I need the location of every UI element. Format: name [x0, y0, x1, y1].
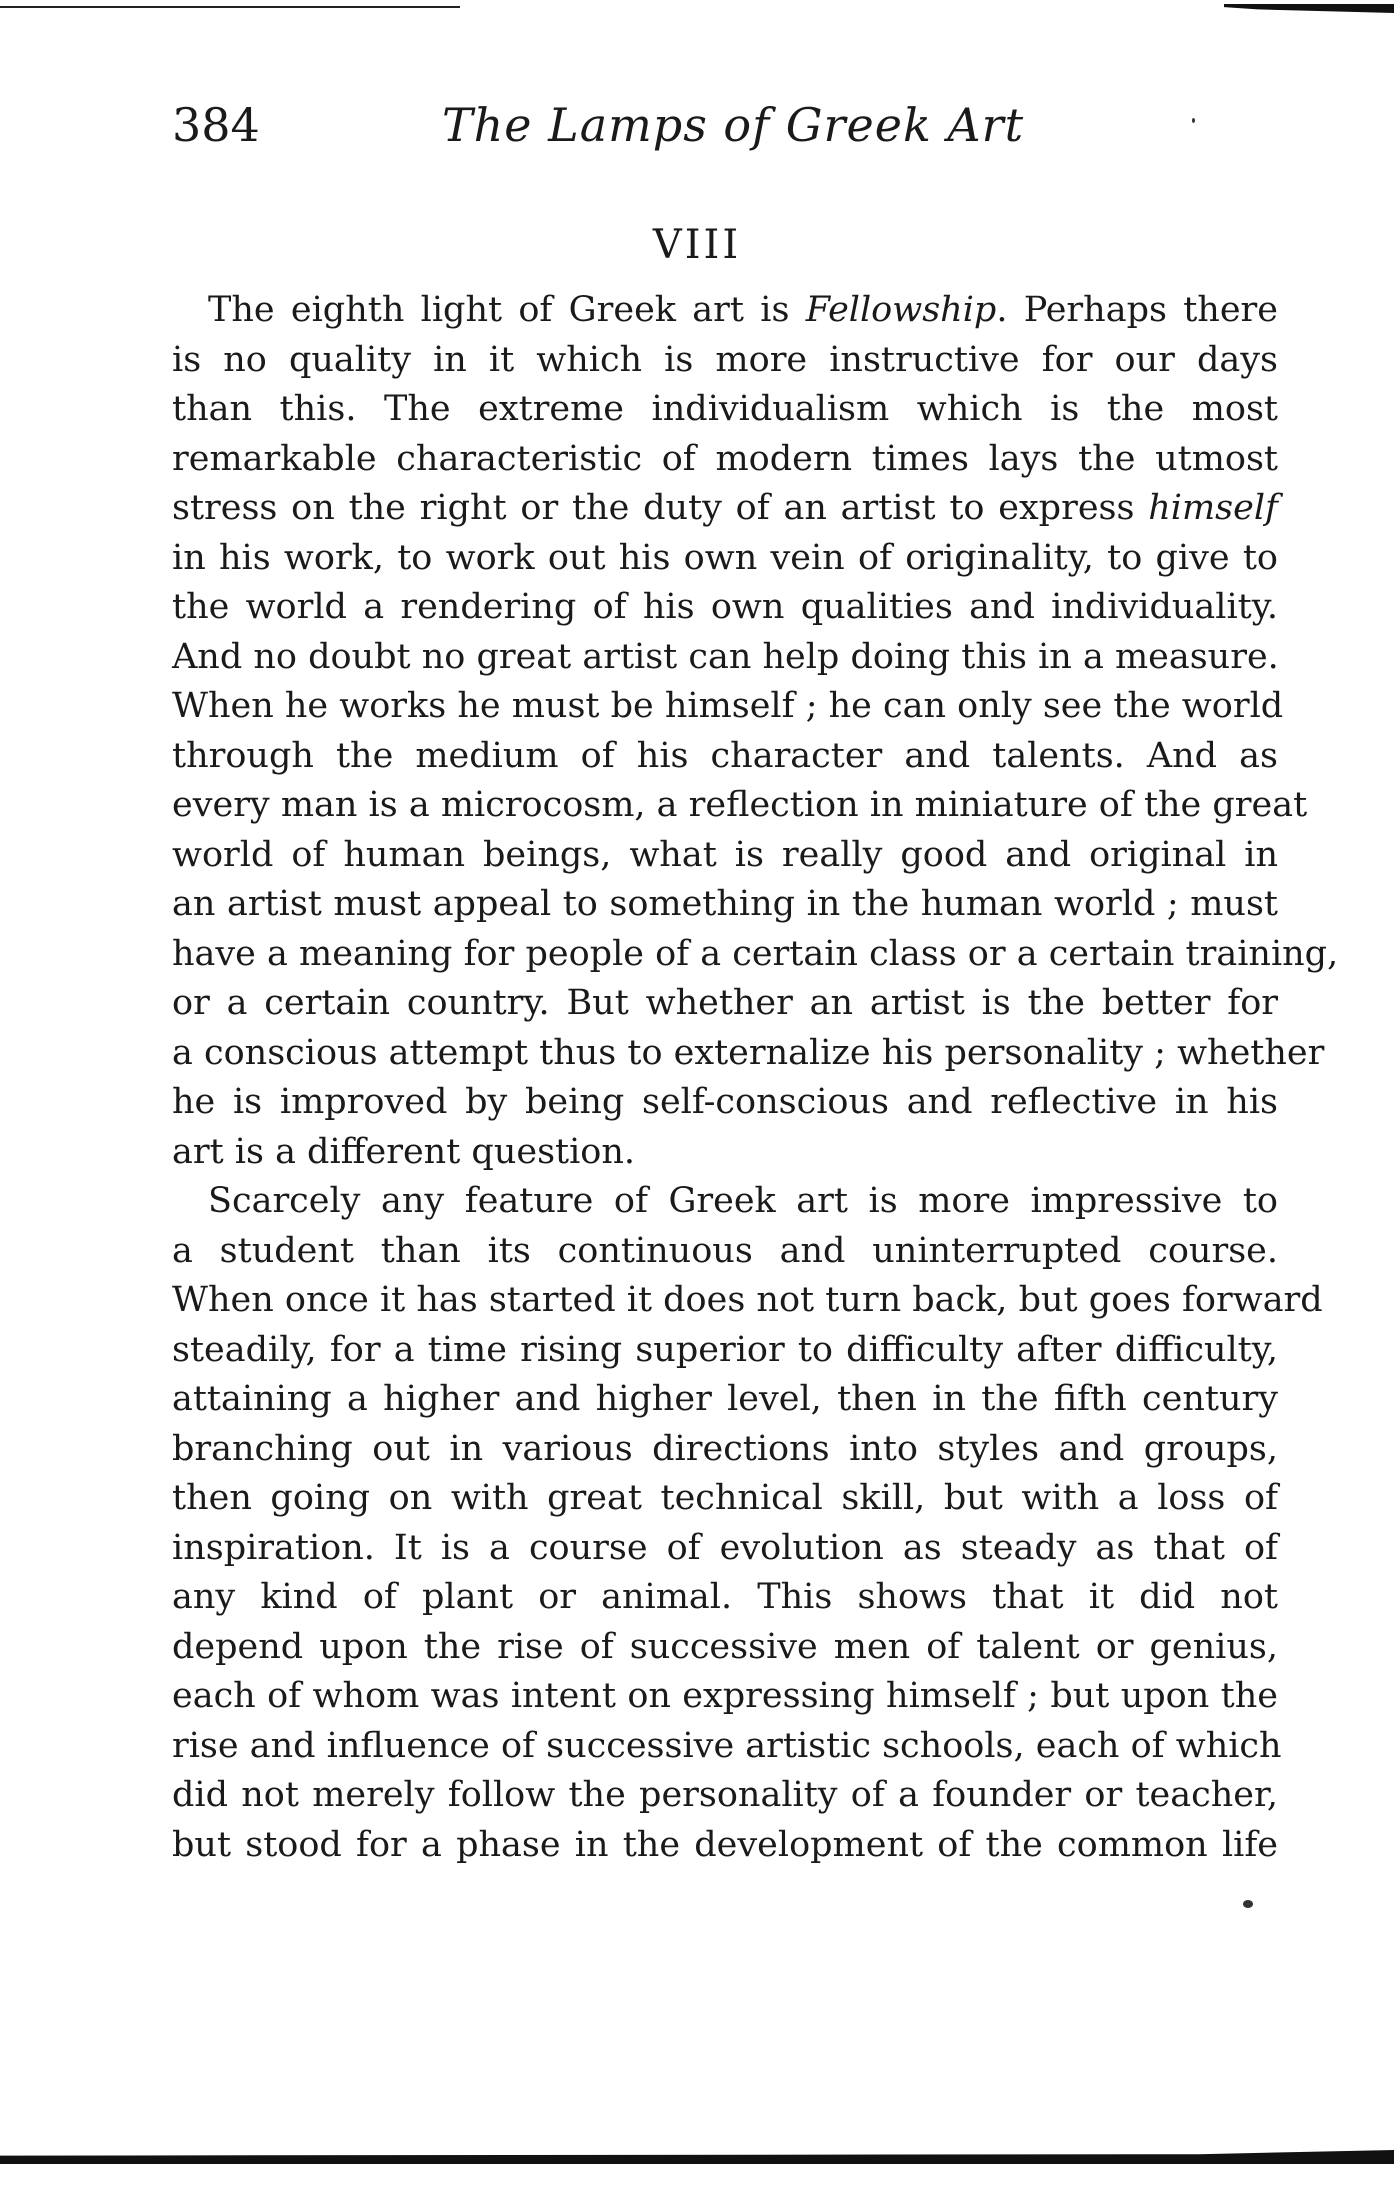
text-line: The eighth light of Greek art is Fellowship. Perhaps there [208, 290, 1278, 330]
text-line: each of whom was intent on expressing himself ; but upon the [172, 1676, 1278, 1716]
text-line: depend upon the rise of successive men of talent or genius, [172, 1626, 1278, 1667]
text-line: he is improved by being self-conscious and reflective in his [172, 1082, 1278, 1122]
text-line: is no quality in it which is more instructive for our days [172, 339, 1278, 380]
text-line: remarkable characteristic of modern times lays the utmost [172, 438, 1278, 479]
text-line: any kind of plant or animal. This shows that it did not [172, 1577, 1278, 1617]
text-line: rise and influence of successive artistic schools, each of which [172, 1725, 1282, 1766]
page-number: 384 [172, 98, 260, 152]
text-line: but stood for a phase in the development of the common life [172, 1824, 1278, 1865]
text-line: the world a rendering of his own qualities and individuality. [172, 587, 1278, 627]
paragraph-1 [172, 286, 1339, 1177]
bottom-rule [0, 2150, 1394, 2164]
text-line: steadily, for a time rising superior to difficulty after difficulty, [172, 1329, 1278, 1370]
text-line: a conscious attempt thus to externalize his personality ; whether [172, 1032, 1325, 1073]
top-right-rule [1224, 4, 1394, 13]
text-line: world of human beings, what is really good and original in [172, 834, 1278, 875]
text-line: in his work, to work out his own vein of originality, to give to [172, 537, 1278, 578]
text-line: art is a different question. [172, 1131, 636, 1172]
text-line: a student than its continuous and uninterrupted course. [172, 1230, 1278, 1271]
text-line: or a certain country. But whether an artist is the better for [172, 983, 1278, 1023]
text-line: then going on with great technical skill, but with a loss of [172, 1478, 1278, 1518]
text-line: an artist must appeal to something in the human world ; must [172, 884, 1278, 924]
top-left-rule [0, 6, 460, 8]
text-line: have a meaning for people of a certain class or a certain training, [172, 933, 1339, 974]
text-line: did not merely follow the personality of a founder or teacher, [172, 1775, 1278, 1815]
running-title: The Lamps of Greek Art [442, 98, 1025, 152]
text-line: inspiration. It is a course of evolution as steady as that of [172, 1527, 1278, 1568]
text-line: When he works he must be himself ; he can only see the world [172, 686, 1284, 726]
text-line: than this. The extreme individualism which is the most [172, 389, 1278, 429]
text-line: branching out in various directions into styles and groups, [172, 1428, 1278, 1469]
ink-speck [1243, 1900, 1253, 1908]
text-line: When once it has started it does not turn back, but goes forward [172, 1280, 1323, 1320]
page-header [172, 98, 1282, 168]
paragraph-2 [172, 1177, 1323, 1870]
body-text [172, 286, 1339, 1870]
text-line: stress on the right or the duty of an artist to express himself [172, 488, 1278, 528]
text-line: attaining a higher and higher level, then in the fifth century [172, 1379, 1278, 1419]
section-heading: VIII [652, 222, 742, 268]
ink-speck [1192, 118, 1195, 123]
text-line: And no doubt no great artist can help doing this in a measure. [172, 636, 1279, 677]
text-line: Scarcely any feature of Greek art is more impressive to [208, 1181, 1278, 1221]
text-line: every man is a microcosm, a reflection in miniature of the great [172, 785, 1308, 825]
text-line: through the medium of his character and talents. And as [172, 735, 1278, 776]
